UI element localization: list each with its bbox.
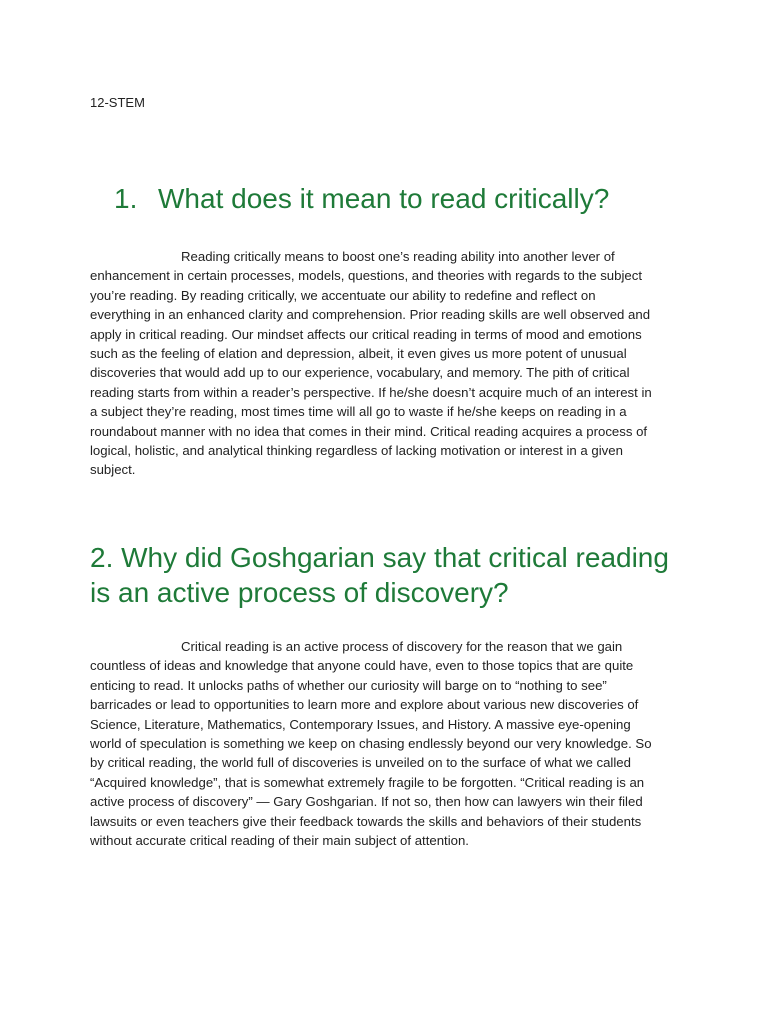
section-1-paragraph: Reading critically means to boost one’s reading ability into another lever of enhancement in certain processes, models, questions, and theories with regards to the subject you’re reading. By reading critically, we accentuate our ability to redefine and reflect on everything in an enhanced clarity and comprehension. Prior reading skills are well observed and apply in critical reading. Our mindset affects our critical reading in terms of mood and emotions such as the feeling of elation and depression, albeit, it even gives us more potent of unusual discoveries that would add up to our experience, vocabulary, and memory. The pith of critical reading starts from within a reader’s perspective. If he/she doesn’t acquire much of an interest in a subject they’re reading, most times time will all go to waste if he/she keeps on reading in a roundabout manner with no idea that comes in their mind. Critical reading acquires a process of logical, holistic, and analytical thinking regardless of lacking motivation or interest in a given subject. xyxy=(90,249,652,478)
section-2-heading: 2. Why did Goshgarian say that critical reading is an active process of discovery? xyxy=(90,542,669,608)
section-2-paragraph: Critical reading is an active process of discovery for the reason that we gain countless of ideas and knowledge that anyone could have, even to those topics that are quite enticing to read. It unlocks paths of whether our curiosity will barge on to “nothing to see” barricades or lead to opportunities to learn more and explore about various new discoveries of Science, Literature, Mathematics, Contemporary Issues, and History. A massive eye-opening world of speculation is something we keep on chasing endlessly beyond our very knowledge. So by critical reading, the world full of discoveries is unveiled on to the surface of what we called “Acquired knowledge”, that is somewhat extremely fragile to be forgotten. “Critical reading is an active process of discovery” — Gary Goshgarian. If not so, then how can lawyers win their filed lawsuits or even teachers give their feedback towards the skills and behaviors of their students without accurate critical reading of their main subject of attention. xyxy=(90,639,652,849)
section-1-heading xyxy=(114,183,609,215)
section-1-heading-text: What does it mean to read critically? xyxy=(158,183,610,214)
section-1-number: 1. xyxy=(114,183,138,214)
class-label: 12-STEM xyxy=(90,95,145,110)
